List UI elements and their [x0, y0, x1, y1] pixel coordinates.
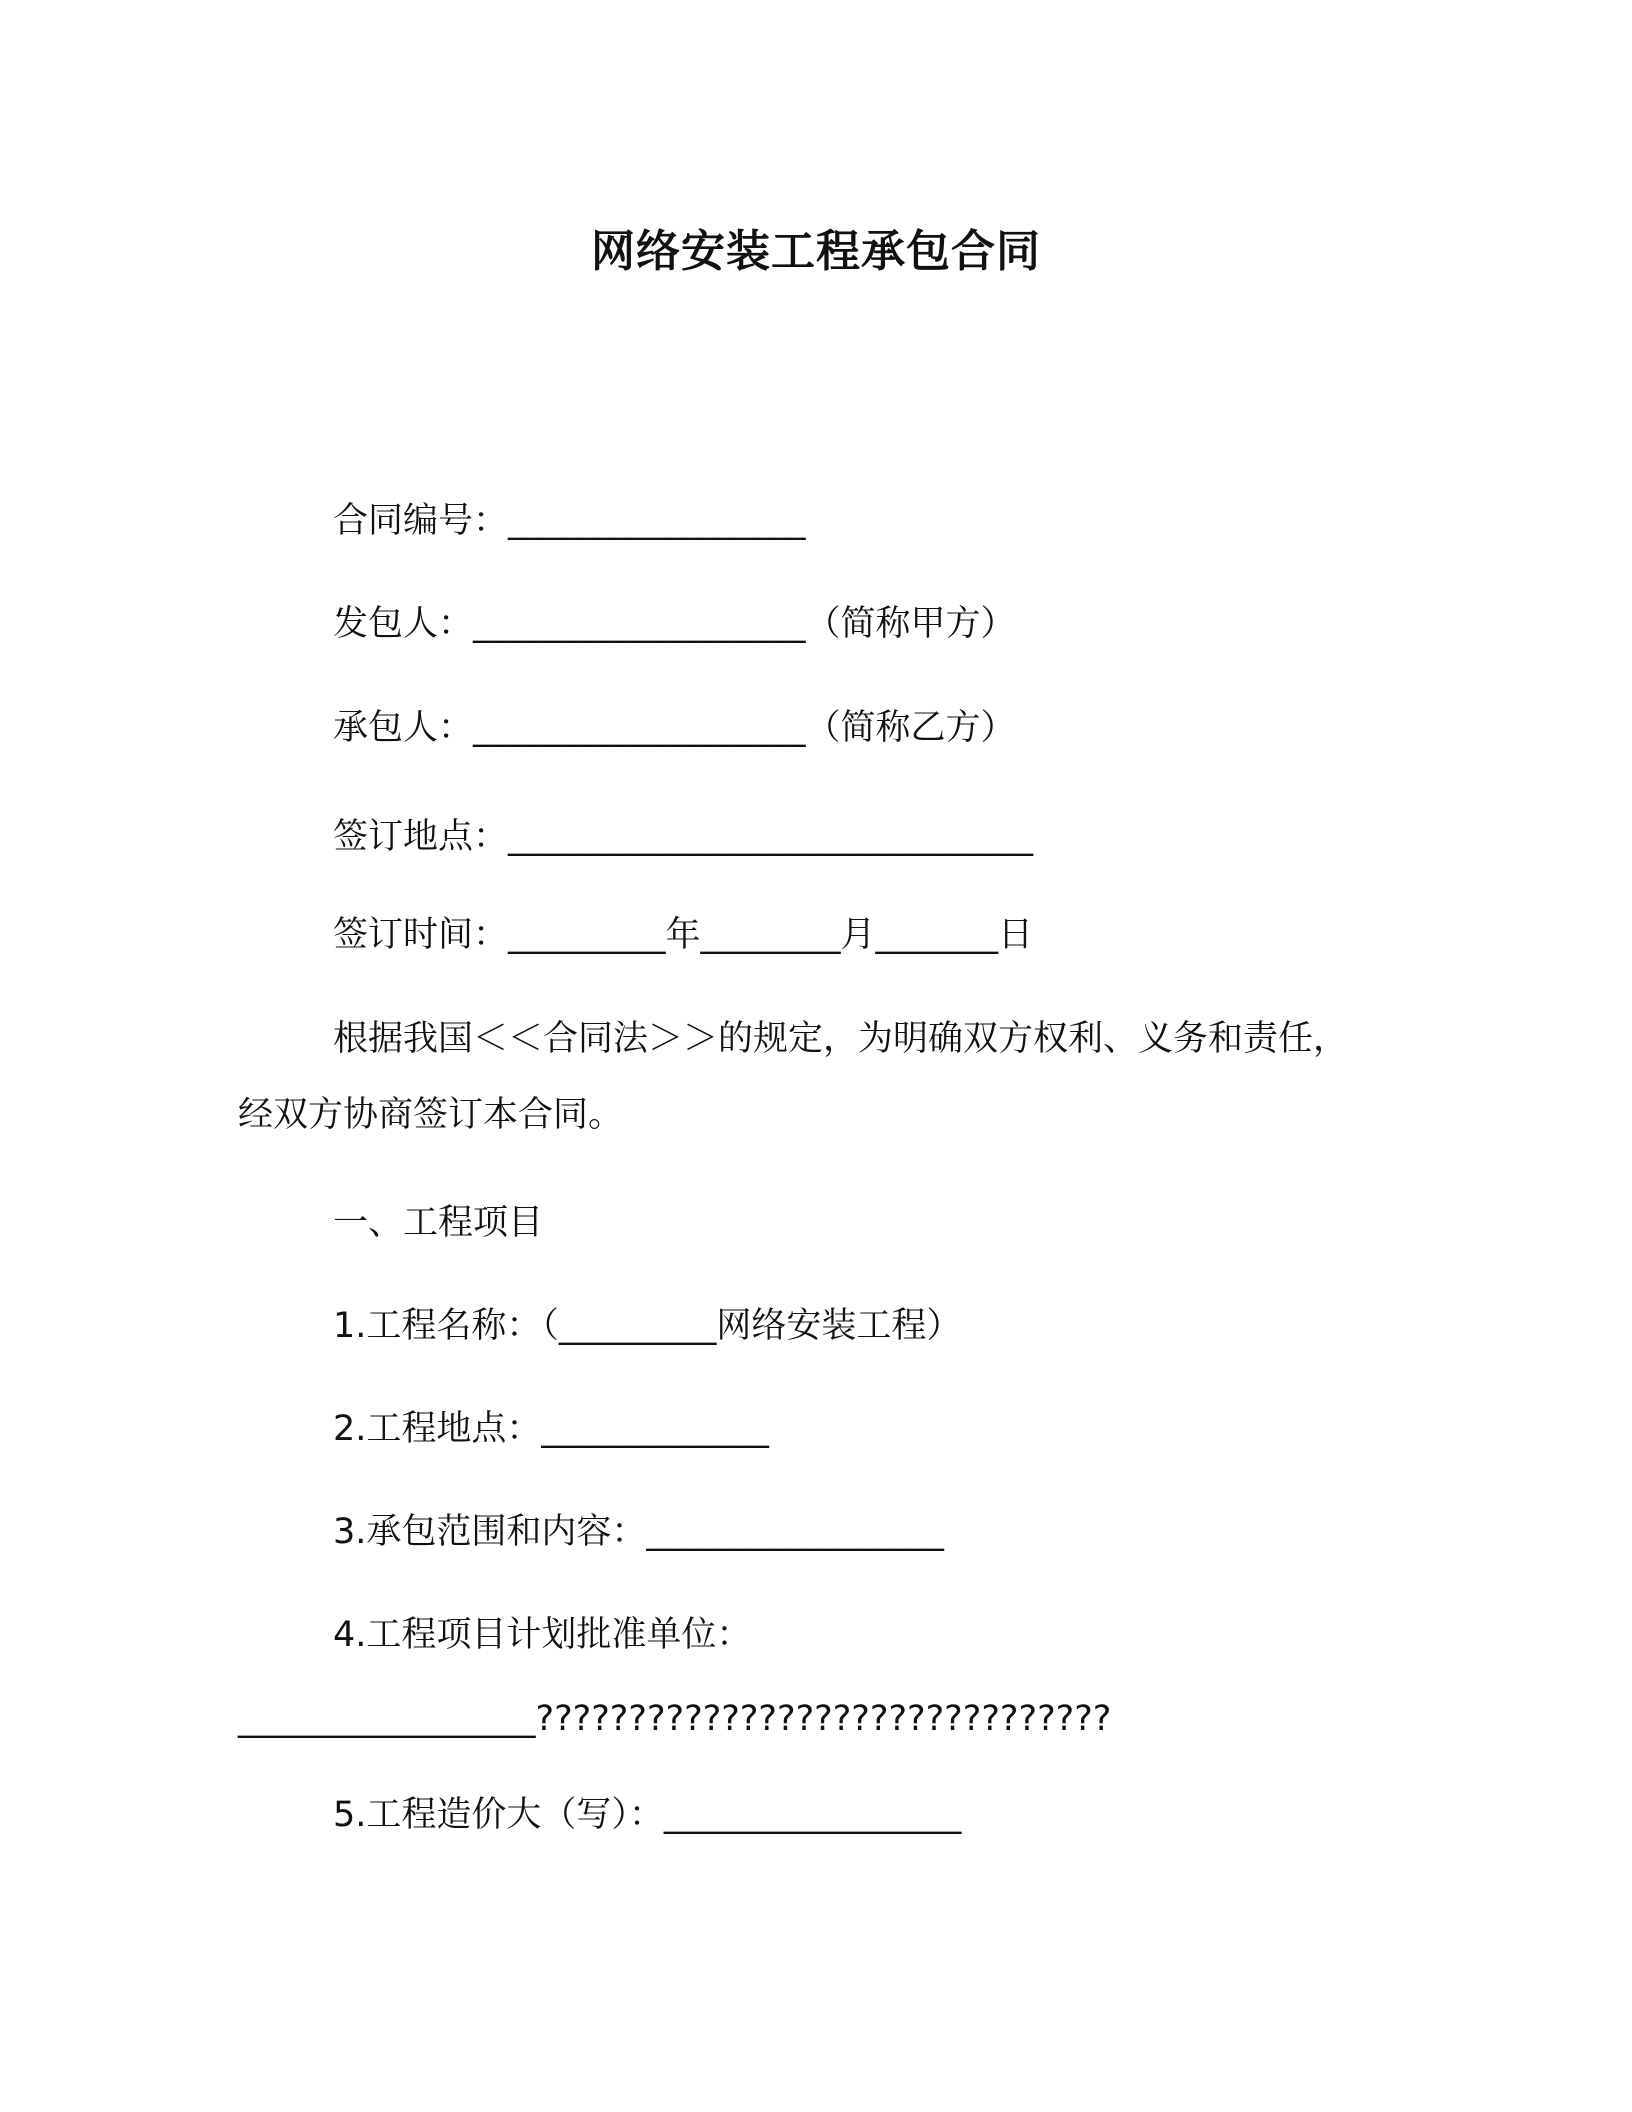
preamble-line-2: 经双方协商签订本合同。 [238, 1095, 624, 1135]
approval-unit-line: 4.工程项目计划批准单位： [333, 1615, 752, 1655]
signing-date-line: 签订时间：_________年________月_______日 [333, 915, 1034, 955]
section-heading-project: 一、工程项目 [333, 1203, 544, 1243]
employer-line: 发包人：___________________（简称甲方） [333, 604, 1016, 644]
project-name-line: 1.工程名称：（_________网络安装工程） [333, 1306, 962, 1346]
approval-unit-blank-line: _________________??????????????????????????????? [238, 1699, 1112, 1739]
project-location-line: 2.工程地点：_____________ [333, 1409, 769, 1449]
document-title: 网络安装工程承包合同 [591, 226, 1041, 277]
scope-line: 3.承包范围和内容：_________________ [333, 1512, 944, 1552]
contractor-line: 承包人：___________________（简称乙方） [333, 708, 1016, 748]
contract-number-line: 合同编号：_________________ [333, 501, 806, 541]
project-cost-line: 5.工程造价大（写）：_________________ [333, 1795, 962, 1835]
preamble-line-1: 根据我国＜＜合同法＞＞的规定，为明确双方权利、义务和责任， [333, 1019, 1349, 1059]
signing-place-line: 签订地点：______________________________ [333, 817, 1034, 857]
